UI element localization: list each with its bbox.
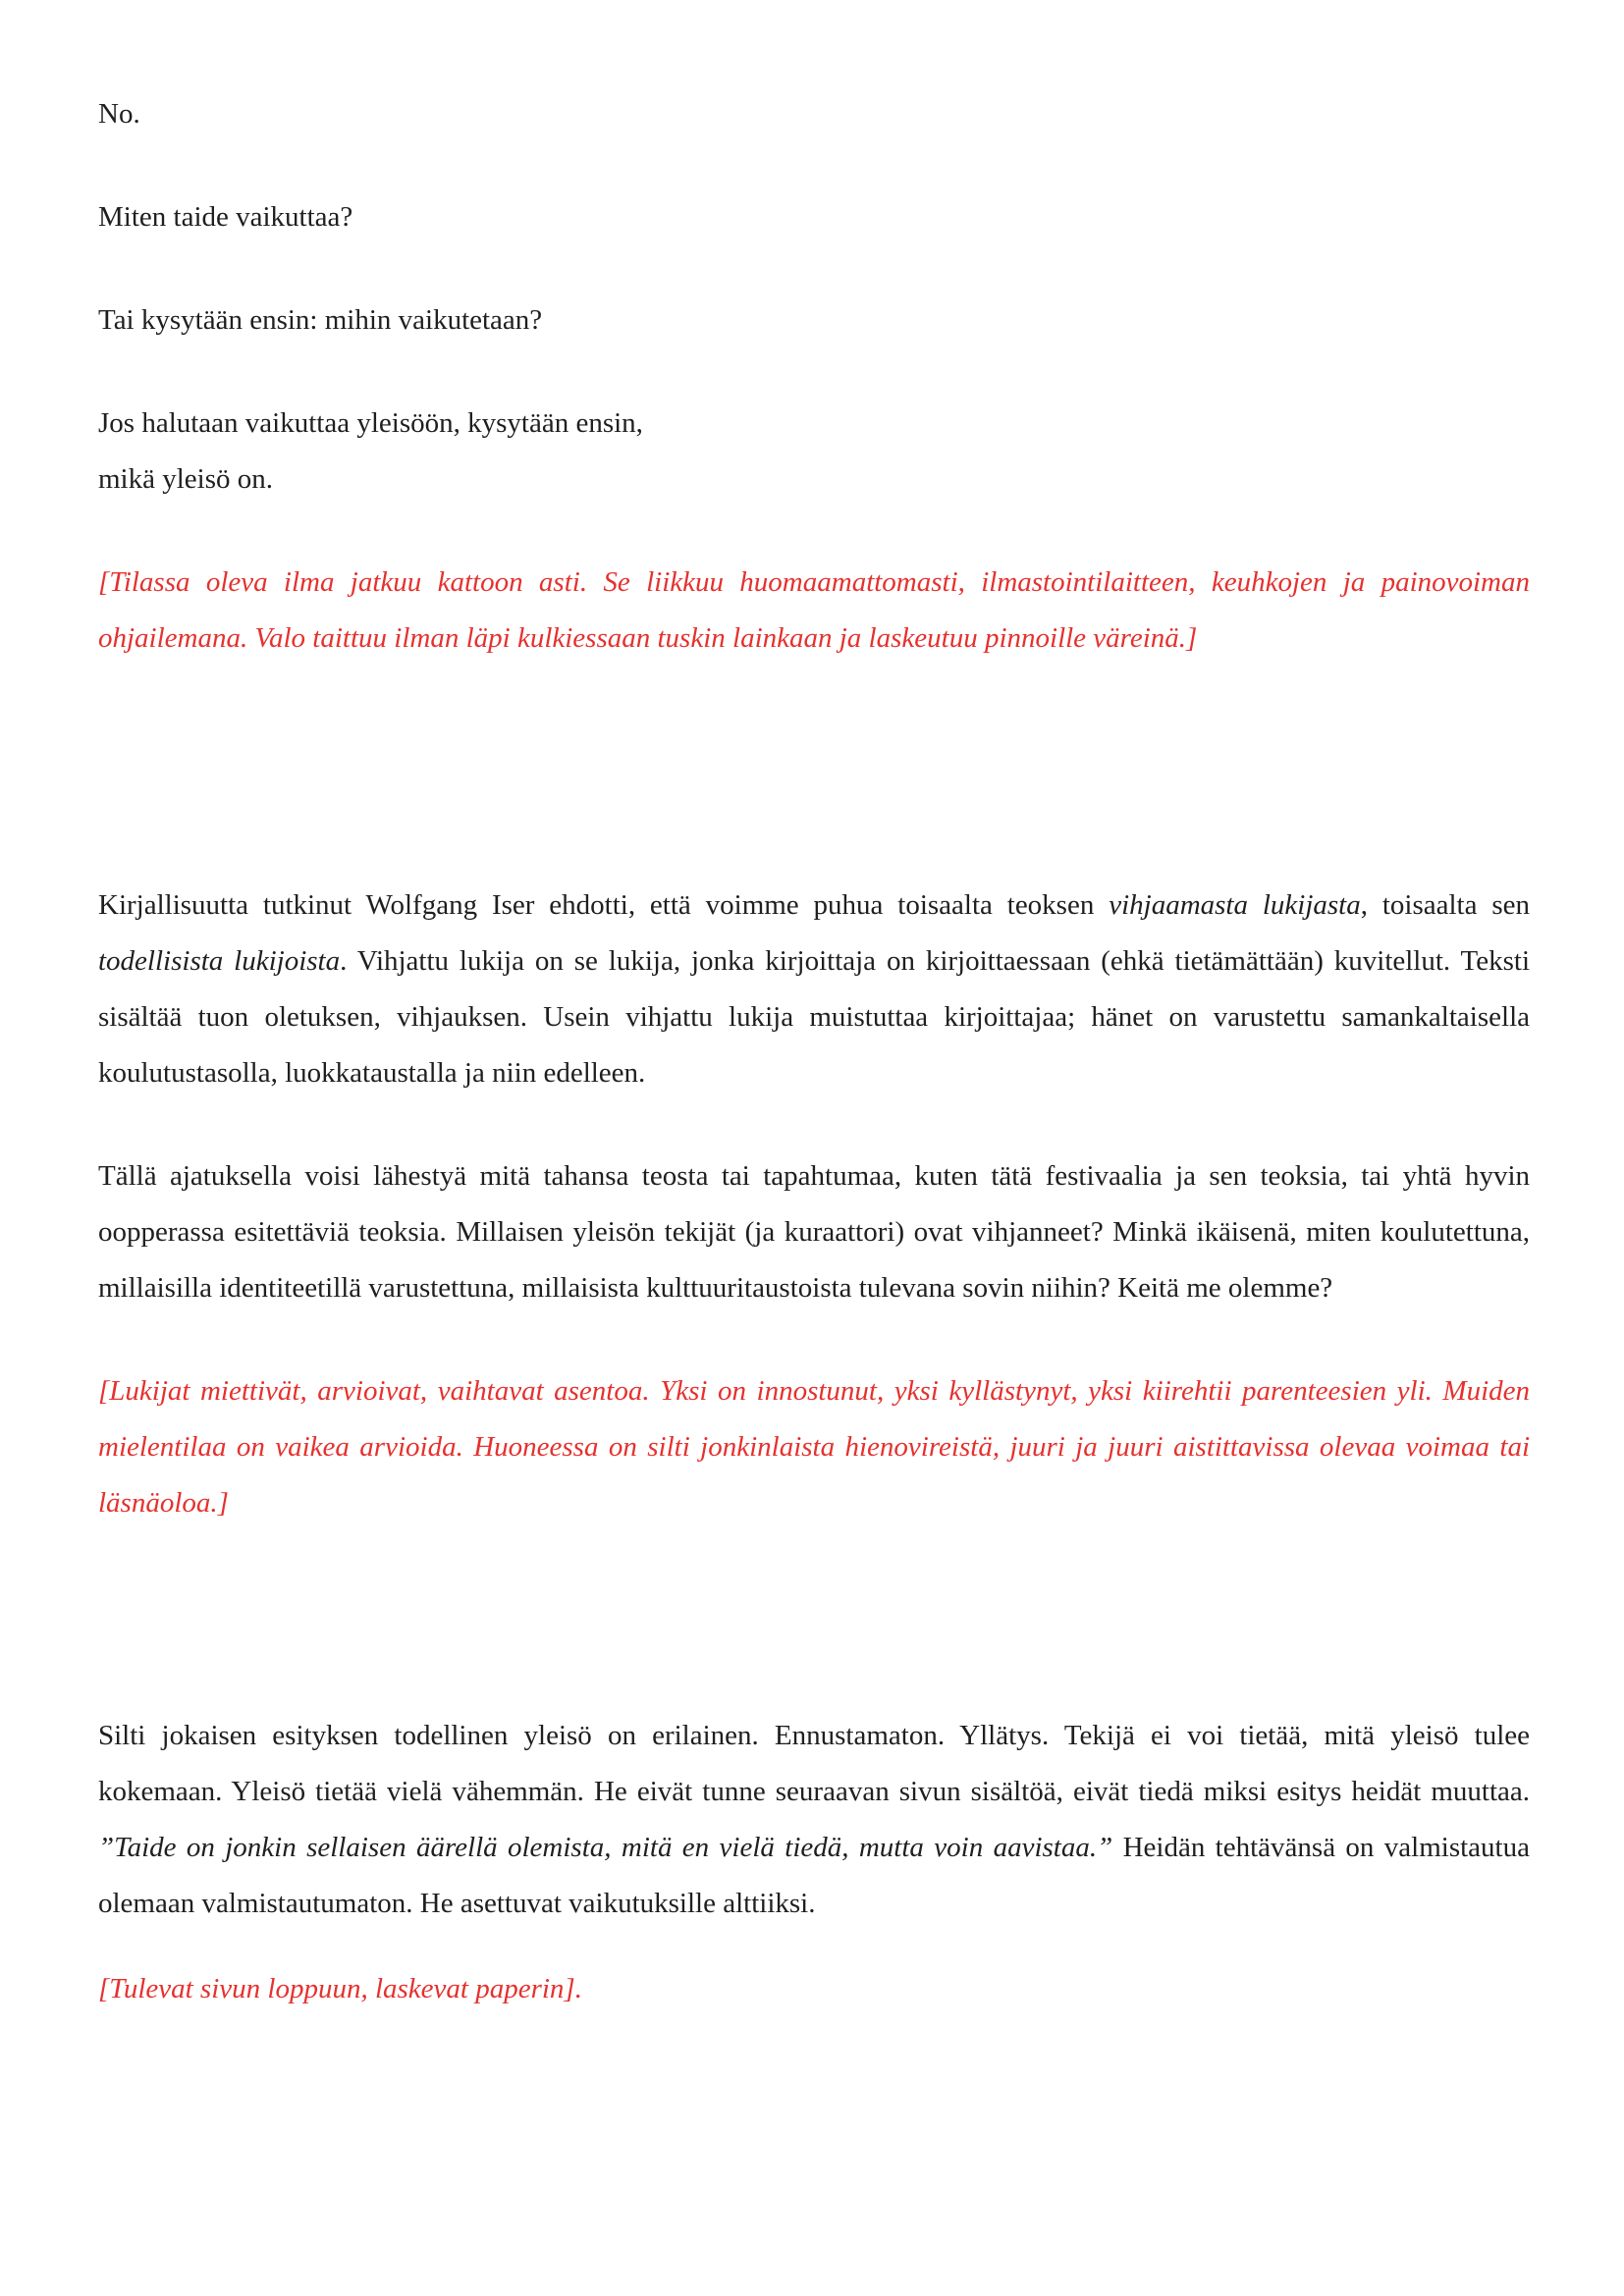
paragraph-iser: Kirjallisuutta tutkinut Wolfgang Iser ehdotti, että voimme puhua toisaalta teoksen vihjaamasta lukijasta, toisaalta sen todellisista lukijoista. Vihjattu lukija on se lukija, jonka kirjoittaja on kirjoittaessaan (ehkä tietämättään) kuvitellut. Teksti sisältää tuon oletuksen, vihjauksen. Usein vihjattu lukija muistuttaa kirjoittajaa; hänet on varustettu samankaltaisella koulutustasolla, luokkataustalla ja niin edelleen.	[98, 889, 1530, 1089]
stage-direction-page-end: [Tulevat sivun loppuun, laskevat paperin].	[98, 1973, 582, 2004]
stage-direction-readers: [Lukijat miettivät, arvioivat, vaihtavat asentoa. Yksi on innostunut, yksi kyllästynyt, yksi kiirehtii parenteesien yli. Muiden mielentilaa on vaikea arvioida. Huoneessa on silti jonkinlaista hienovireistä, juuri ja juuri aistittavissa olevaa voimaa tai läsnäoloa.]	[98, 1375, 1530, 1519]
opening-line-no: No.	[98, 98, 140, 130]
paragraph-real-audience: Silti jokaisen esityksen todellinen yleisö on erilainen. Ennustamaton. Yllätys. Tekijä ei voi tietää, mitä yleisö tulee kokemaan. Yleisö tietää vielä vähemmän. He eivät tunne seuraavan sivun sisältöä, eivät tiedä miksi esitys heidät muuttaa. ”Taide on jonkin sellaisen äärellä olemista, mitä en vielä tiedä, mutta voin aavistaa.” Heidän tehtävänsä on valmistautua olemaan valmistautumaton. He asettuvat vaikutuksille alttiiksi.	[98, 1720, 1530, 1919]
stage-direction-air: [Tilassa oleva ilma jatkuu kattoon asti. Se liikkuu huomaamattomasti, ilmastointilaitteen, keuhkojen ja painovoiman ohjailemana. Valo taittuu ilman läpi kulkiessaan tuskin lainkaan ja laskeutuu pinnoille väreinä.]	[98, 566, 1530, 654]
audience-question-line-2: mikä yleisö on.	[98, 463, 274, 495]
paragraph-implied-audience: Tällä ajatuksella voisi lähestyä mitä tahansa teosta tai tapahtumaa, kuten tätä festivaalia ja sen teoksia, tai yhtä hyvin oopperassa esitettäviä teoksia. Millaisen yleisön tekijät (ja kuraattori) ovat vihjanneet? Minkä ikäisenä, miten koulutettuna, millaisilla identiteetillä varustettuna, millaisista kulttuuritaustoista tulevana sovin niihin? Keitä me olemme?	[98, 1160, 1530, 1304]
question-what-is-affected: Tai kysytään ensin: mihin vaikutetaan?	[98, 304, 543, 336]
audience-question	[98, 396, 1530, 507]
question-how-art-affects: Miten taide vaikuttaa?	[98, 201, 353, 233]
audience-question-line-1: Jos halutaan vaikuttaa yleisöön, kysytään ensin,	[98, 407, 643, 439]
